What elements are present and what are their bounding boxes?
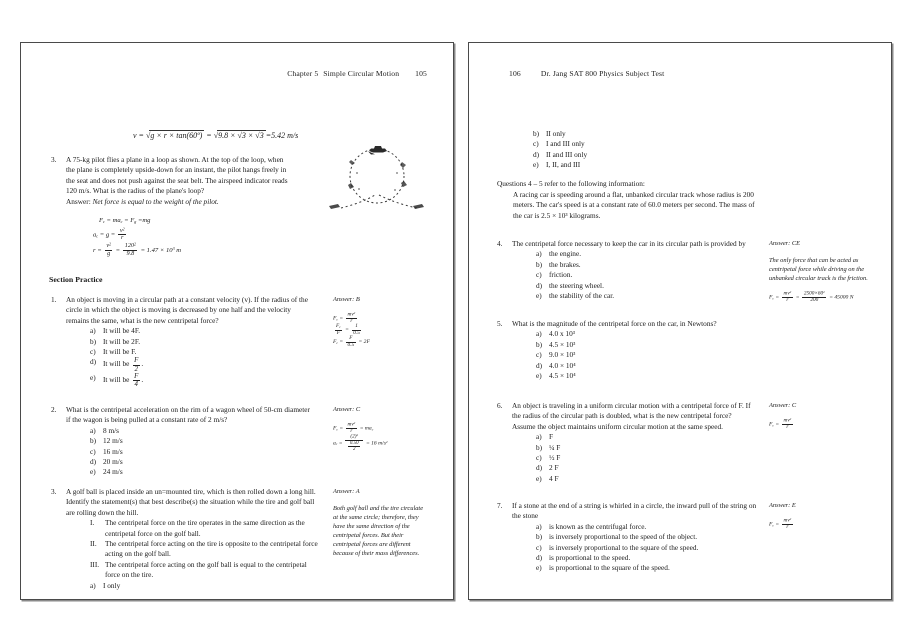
page-number-right: 106 [509,69,521,78]
choice-text: II only [546,129,566,138]
q3-work-line-2: $a_c = g$ = $\frac{v^2}{r}$ [93,227,125,242]
choice-text: 4.0 x 10³ [549,329,575,339]
roman-statement-i: I. The centripetal force on the tire operates in the same direction as the centripetal force on the golf ball. [90,518,319,539]
left-q3-answer-note [333,487,425,558]
choice-b[interactable]: b) 12 m/s [90,436,123,446]
page-left-105 [20,42,454,600]
question-text: A 75-kg pilot flies a plane in a loop as shown. At the top of the loop, when the plane is completely upside-down for an instant, the pilot hangs freely in the seat and does not push against the seat belt. The airspeed indicator reads 120 m/s. What is the radius of the plane's loop? [66,155,288,196]
choice-text: 4.5 × 10³ [549,339,576,349]
choice-d[interactable]: d) the steering wheel. [536,280,604,290]
choice-list [512,249,746,301]
choice-b[interactable]: b) It will be 2F. [90,336,141,346]
left-question-2 [51,405,313,478]
question-text: A golf ball is placed inside an un=mounted tire, which is then rolled down a long hill. Identify the statement(s) that best describe(s) the situation while the tire and golf ball are rolling down the hill. [66,487,316,517]
choice-a[interactable]: a) I only [90,580,121,590]
choice-e[interactable]: e) I, II, and III [533,160,581,170]
choice-list [512,522,759,574]
choice-e[interactable]: e) 24 m/s [90,467,123,477]
equation-result: =5.42 m/s [265,131,299,140]
carryover-choice-list [509,129,587,171]
right-q7-answer-note [769,501,877,530]
question-number: 5. [497,319,503,328]
answer-key: Answer: C [333,406,361,413]
q3-work-line-3: r = $\frac{v^2}{g}$ = $\frac{120^2}{9.8}$ = $1.47 \times 10^3$ m [93,242,182,257]
choice-a[interactable]: a) It will be 4F. [90,326,141,336]
question-number: 7. [497,501,503,510]
question-text: What is the centripetal acceleration on the rim of a wagon wheel of 50-cm diameter if the wagon is being pulled at a constant rate of 2 m/s? [66,405,310,425]
answer-key: Answer: E [769,502,796,509]
choice-a[interactable]: a) F [536,432,554,442]
choice-list [66,326,313,387]
choice-a[interactable]: a) 8 m/s [90,425,120,435]
question-3-carryover [51,155,291,207]
choice-text: 20 m/s [103,457,123,467]
roman-text: The centripetal force acting on the golf ball is equal to the centripetal force on the tire. [105,559,307,580]
choice-list [66,426,313,478]
choice-text: 16 m/s [103,446,123,456]
right-question-5 [497,319,749,381]
roman-text: The centripetal force acting on the tire is opposite to the centripetal force acting on the golf ball. [105,539,318,559]
right-question-7 [497,501,759,574]
choice-e[interactable]: e) 4.5 × 10⁴ [536,371,576,381]
choice-c[interactable]: c) I and III only [533,139,585,149]
choice-d[interactable]: d) It will be $\frac{F}{2}$ . [90,357,144,373]
question-text: An object is moving in a circular path at a constant velocity (v). If the radius of the circle in which the object is moving is decreased by one half and the velocity remains the same, what is the new centripetal force? [66,295,308,325]
left-question-3 [51,487,319,591]
choice-list [66,581,319,591]
choice-text: 2 F [549,463,559,473]
choice-text: friction. [549,270,573,280]
q3-work-line-1: $F_c = ma_c = F_g =mg$ [99,217,151,225]
choice-text: 12 m/s [103,436,123,446]
page-right-106 [468,42,892,600]
choice-text: It will be 2F. [103,336,141,346]
question-text: If a stone at the end of a string is whirled in a circle, the inward pull of the string on the stone [512,501,757,521]
running-head-left [287,69,427,78]
running-head-right [509,69,664,78]
roman-statement-list [66,518,319,580]
right-question-6 [497,401,755,484]
radicand-1: g × r × tan(60º) [150,131,203,140]
equation-equals: = [206,131,212,140]
choice-b[interactable]: b) II only [533,129,566,138]
choice-c[interactable]: c) 9.0 × 10³ [536,350,576,360]
choice-b[interactable]: b) the brakes. [536,259,581,269]
radicand-2: 9.8 × √3 × √3 [218,131,264,140]
choice-c[interactable]: c) ½ F [536,453,561,463]
radical-sign-2: √ [213,131,219,140]
answer-explanation: Both golf ball and the tire circulate at the same circle; therefore, they have the same direction of the centripetal forces. But their centripetal forces are different because of their mass differences. [333,505,424,557]
question-text: The centripetal force necessary to keep the car in its circular path is provided by [512,239,746,248]
left-q2-answer-note [333,405,425,452]
passage-heading: Questions 4 – 5 refer to the following information: [497,179,645,188]
running-head-chapter: Chapter 5 [287,69,319,78]
answer-label: Answer: [66,196,91,206]
choice-a[interactable]: a) the engine. [536,249,582,259]
right-question-4 [497,239,749,301]
choice-d[interactable]: d) 4.0 × 10⁴ [536,360,576,370]
choice-text: I only [103,580,121,590]
choice-text: ¼ F [549,442,561,452]
question-number: 1. [51,295,57,304]
choice-d[interactable]: d) 20 m/s [90,457,123,467]
choice-text: the engine. [549,249,582,259]
answer-key: Answer: C [769,402,797,409]
question-text: What is the magnitude of the centripetal force on the car, in Newtons? [512,319,717,328]
top-display-equation [133,131,298,140]
answer-math: $F_c$ = $\frac{mv^2}{r}$ [769,517,792,530]
choice-text: It will be $\frac{F}{4}$ . [103,372,144,388]
choice-e[interactable]: e) is proportional to the square of the speed. [536,563,670,573]
left-q1-answer-note [333,295,425,348]
choice-text: 24 m/s [103,467,123,477]
choice-c[interactable]: c) It will be F. [90,347,137,357]
choice-text: It will be $\frac{F}{2}$ . [103,357,144,373]
radical-sign-1: √ [145,131,151,140]
question-number: 2. [51,405,57,414]
choice-e[interactable]: e) It will be $\frac{F}{4}$ . [90,372,144,388]
choice-text: is inversely proportional to the square of the speed. [549,542,699,552]
page-number-left: 105 [415,69,427,78]
answer-math: $F_c$ = $\frac{mv^2}{r}$ = $\frac{2500\times 60^2}{200}$ = 45000 N [769,290,854,303]
choice-list [512,432,755,484]
section-practice-heading: Section Practice [49,275,103,284]
question-number: 3. [51,487,57,496]
choice-text: 8 m/s [103,425,120,435]
choice-b[interactable]: b) ¼ F [536,442,561,452]
roman-statement-ii: II. The centripetal force acting on the tire is opposite to the centripetal force acting on the golf ball. [90,539,318,559]
choice-e[interactable]: e) 4 F [536,473,559,483]
choice-c[interactable]: c) 16 m/s [90,446,123,456]
choice-text: is inversely proportional to the speed of the object. [549,532,698,542]
question-text: An object is traveling in a uniform circular motion with a centripetal force of F. If the radius of the circular path is doubled, what is the new centripetal force? Assume the object maintains uniform circular motion at the same speed. [512,401,751,431]
running-head-booktitle: Dr. Jang SAT 800 Physics Subject Test [540,69,665,78]
choice-list [512,329,717,381]
choice-text: F [549,432,554,442]
choice-text: I and III only [546,139,585,149]
answer-math: $F_c$ = $\frac{mv^2}{r}$ [769,417,792,430]
left-question-1 [51,295,313,388]
choice-c[interactable]: c) friction. [536,270,573,280]
roman-statement-iii: III. The centripetal force acting on the golf ball is equal to the centripetal force on the tire. [90,560,319,581]
answer-key: Answer: B [333,296,360,303]
answer-key: Answer: CE [769,240,801,247]
choice-text: It will be 4F. [103,326,141,336]
choice-d[interactable]: d) is proportional to the speed. [536,553,631,563]
answer-line [66,197,291,207]
choice-b[interactable]: b) is inversely proportional to the speed of the object. [536,532,698,542]
roman-text: The centripetal force on the tire operates in the same direction as the centripetal force on the golf ball. [105,518,305,538]
answer-statement: Net force is equal to the weight of the pilot. [92,196,219,206]
answer-math: $F_c$ = $\frac{mv^2}{r}$ $\frac{F_c}{F}$ = $\frac{1}{0.5}$ $F_c$ = $\frac{F}{0.5}$ = 2F [333,311,370,348]
choice-text: the stability of the car. [549,291,615,301]
answer-explanation: The only force that can be acted as centripetal force while driving on the unbanked circular track is the friction. [769,257,868,282]
answer-key: Answer: A [333,488,360,495]
choice-text: 4 F [549,473,559,483]
question-number: 4. [497,239,503,248]
choice-text: the steering wheel. [549,280,604,290]
choice-e[interactable]: e) the stability of the car. [536,291,615,301]
choice-text: ½ F [549,453,561,463]
choice-text: the brakes. [549,259,581,269]
right-q6-answer-note [769,401,877,430]
choice-text: II and III only [546,149,588,159]
question-number: 6. [497,401,503,410]
choice-d[interactable]: d) 2 F [536,463,559,473]
choice-text: I, II, and III [546,160,581,170]
choice-a[interactable]: a) 4.0 x 10³ [536,329,575,339]
choice-text: It will be F. [103,347,137,357]
choice-a[interactable]: a) is known as the centrifugal force. [536,521,647,531]
right-q4-answer-note [769,239,877,303]
running-head-title: Simple Circular Motion [323,69,400,78]
choice-text: 4.0 × 10⁴ [549,360,576,370]
choice-text: is proportional to the speed. [549,553,631,563]
answer-math: $F_c$ = $\frac{mv^2}{r}$ = $ma_c$ $a_c$ = $\frac{(2)^2}{\frac{0.50}{2}}$ = 16 $m/s^2$ [333,421,388,453]
choice-text: is known as the centrifugal force. [549,521,647,531]
choice-text: 9.0 × 10³ [549,350,576,360]
choice-d[interactable]: d) II and III only [533,149,588,159]
passage-text: A racing car is speeding around a flat, unbanked circular track whose radius is 200 meters. The car's speed is at a constant rate of 60.0 meters per second. The mass of the car is 2.5 × 10³ kilograms. [513,190,755,220]
choice-text: 4.5 × 10⁴ [549,371,576,381]
equation-lhs: v = [133,131,144,140]
choice-c[interactable]: c) is inversely proportional to the square of the speed. [536,542,699,552]
choice-b[interactable]: b) 4.5 × 10³ [536,339,576,349]
question-number: 3. [51,155,57,164]
choice-text: is proportional to the square of the speed. [549,563,670,573]
airplane-loop-diagram [321,143,433,223]
